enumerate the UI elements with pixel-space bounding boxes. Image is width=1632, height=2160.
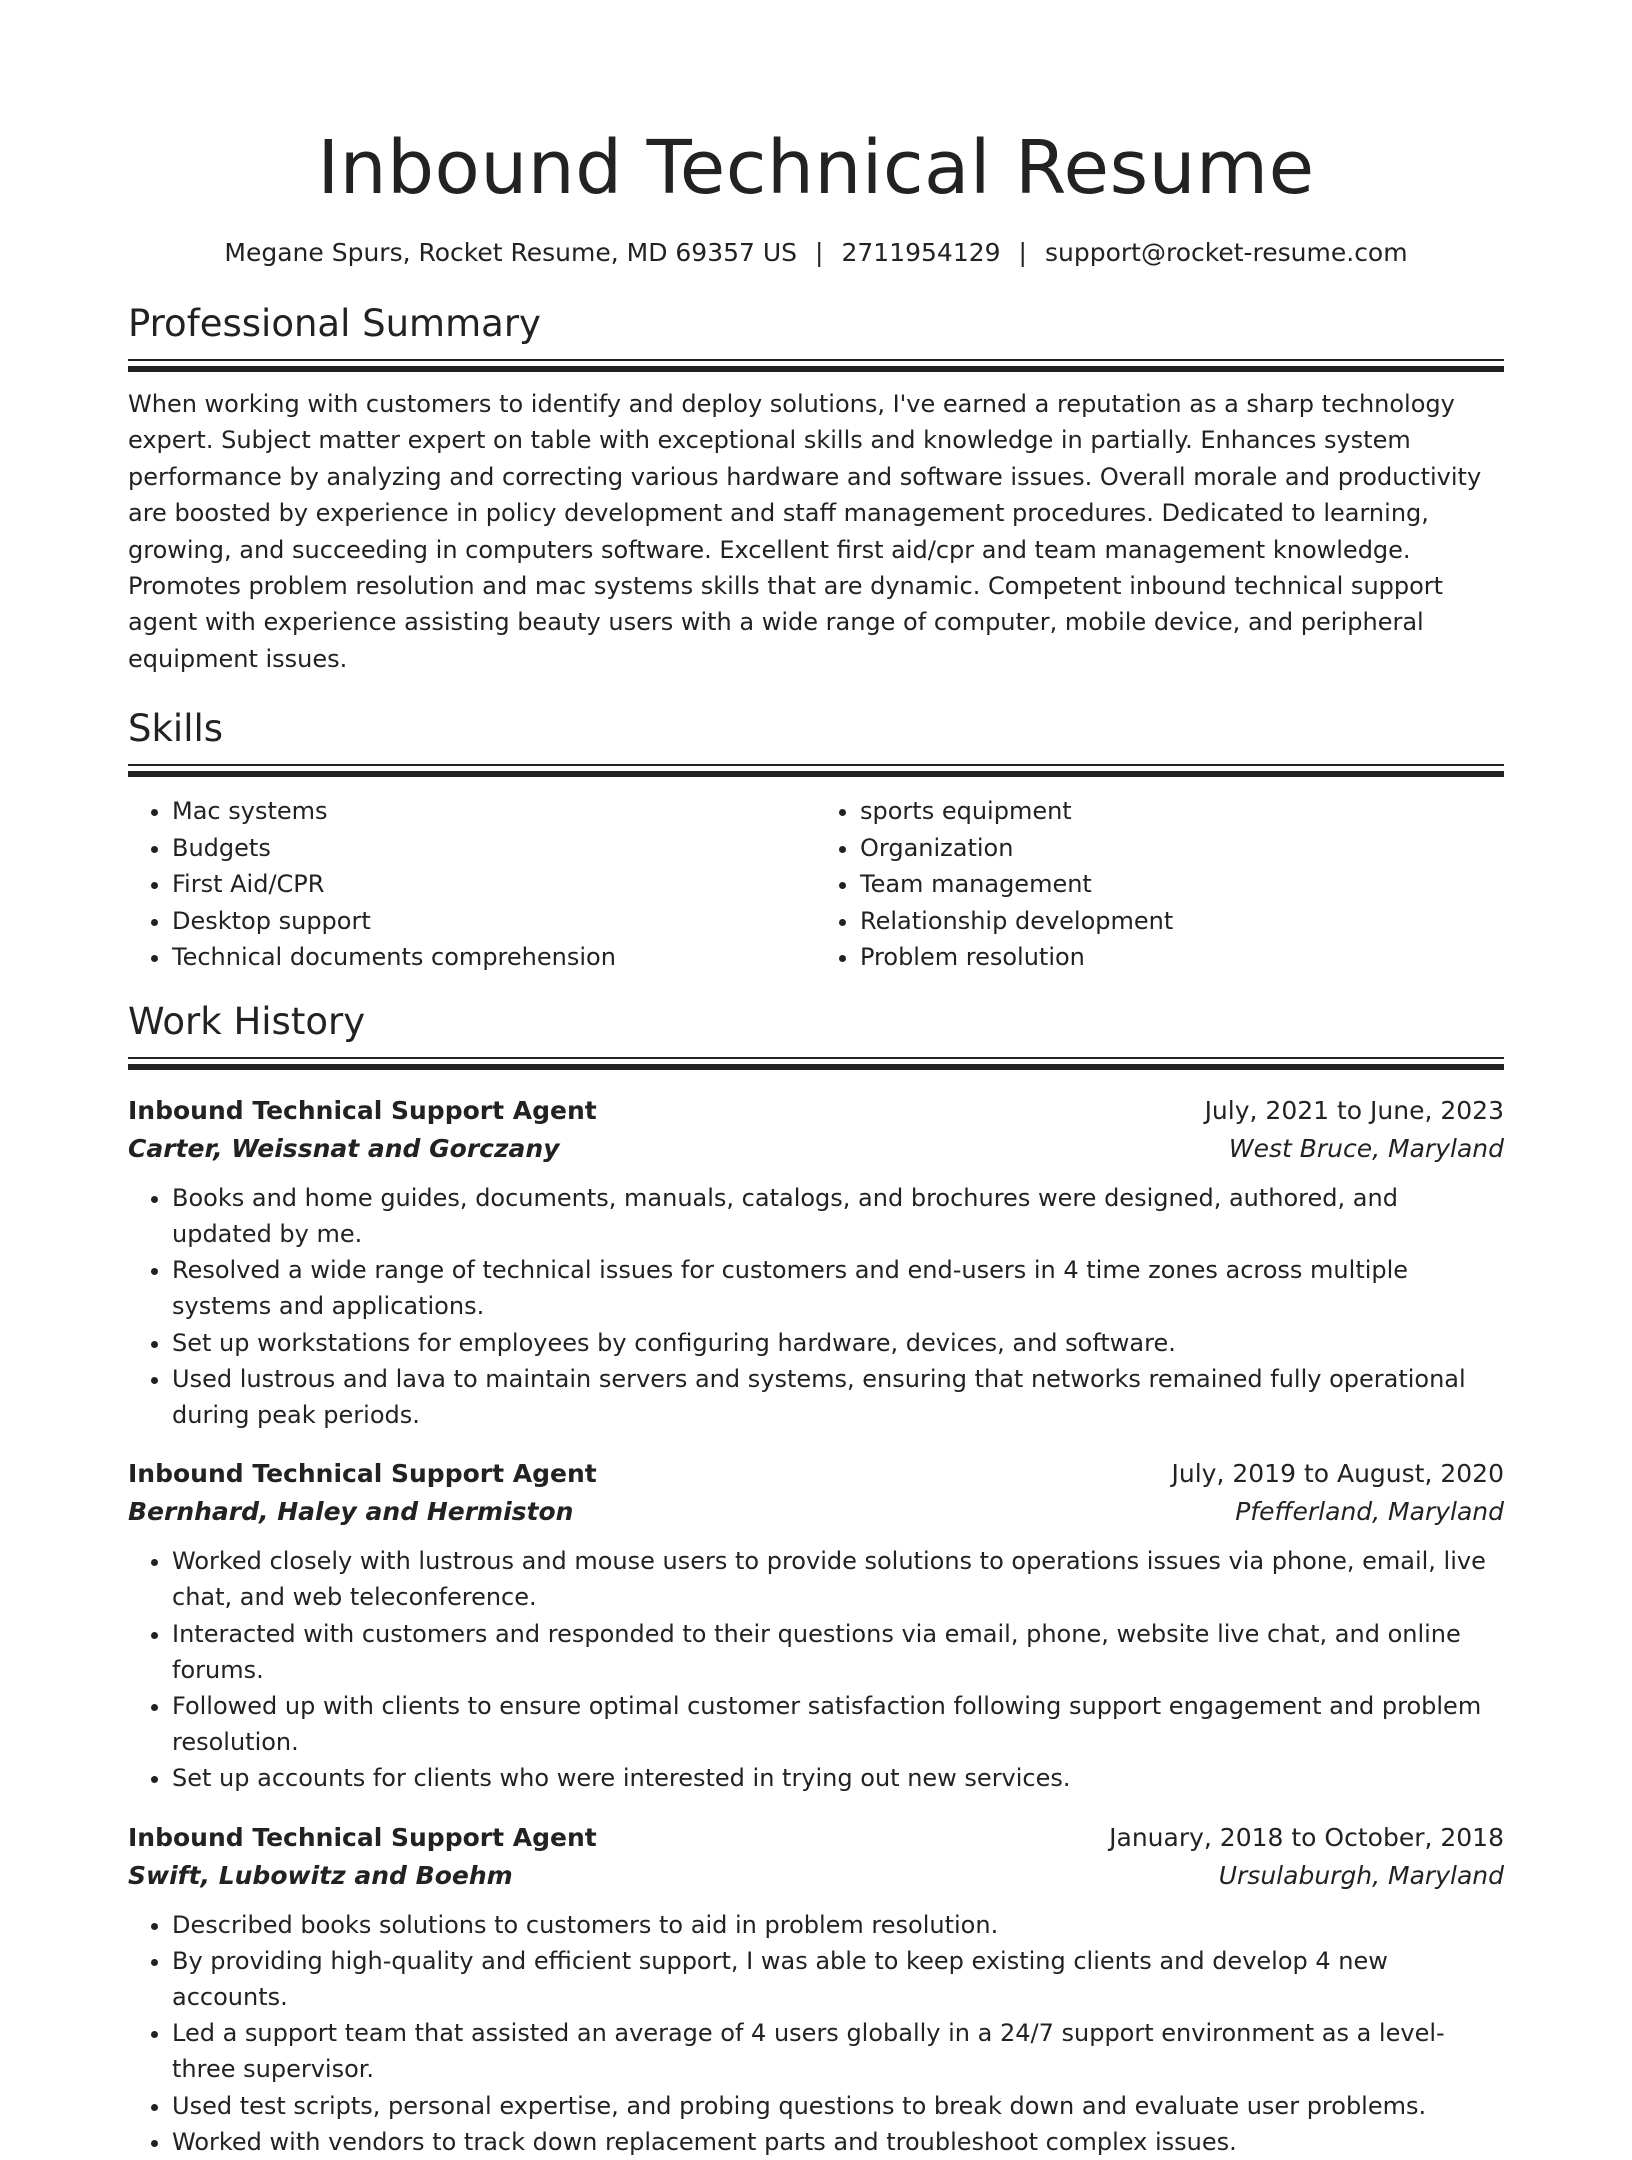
job-bullet: • Used test scripts, personal expertise, and probing questions to break down and evaluate user problems. xyxy=(172,2088,1504,2124)
skill-item: • Problem resolution xyxy=(860,939,1504,976)
contact-phone: 2711954129 xyxy=(841,238,1001,267)
skills-list-right xyxy=(816,793,1504,976)
job-company: Carter, Weissnat and Gorczany xyxy=(128,1133,560,1163)
summary-text: When working with customers to identify and deploy solutions, I've earned a reputation as a sharp technology expert. Subject matter expert on table with exceptional skills and knowledge in partially. Enhances system performance by analyzing and correcting various hardware and software issues. Overall morale and productivity are boosted by experience in policy development and staff management procedures. Dedicated to learning, growing, and succeeding in computers software. Excellent first aid/cpr and team management knowledge. Promotes problem resolution and mac systems skills that are dynamic. Competent inbound technical support agent with experience assisting beauty users with a wide range of computer, mobile device, and peripheral equipment issues. xyxy=(128,390,1482,673)
contact-separator: | xyxy=(815,238,824,267)
job-bullet: • Followed up with clients to ensure optimal customer satisfaction following support engagement and problem resolution. xyxy=(172,1688,1504,1760)
job-bullet: • Books and home guides, documents, manuals, catalogs, and brochures were designed, authored, and updated by me. xyxy=(172,1180,1504,1252)
job-dates: July, 2019 to August, 2020 xyxy=(1171,1459,1504,1489)
job-company: Swift, Lubowitz and Boehm xyxy=(128,1860,513,1890)
skill-item: • Budgets xyxy=(172,830,816,867)
skill-item: • Team management xyxy=(860,866,1504,903)
skill-item: • Organization xyxy=(860,830,1504,867)
skill-item: • Desktop support xyxy=(172,903,816,940)
job-bullet: • Set up workstations for employees by configuring hardware, devices, and software. xyxy=(172,1325,1504,1361)
contact-line xyxy=(128,236,1504,270)
job-bullet: • By providing high-quality and efficient support, I was able to keep existing clients and develop 4 new accounts. xyxy=(172,1943,1504,2015)
job-bullets xyxy=(128,1180,1504,1433)
work-section xyxy=(128,996,1504,2160)
contact-separator: | xyxy=(1018,238,1027,267)
job-header-row xyxy=(128,1092,1504,1130)
job-bullet: • Worked closely with lustrous and mouse users to provide solutions to operations issues via phone, email, live chat, and web teleconference. xyxy=(172,1543,1504,1615)
skills-columns xyxy=(128,793,1504,976)
section-divider xyxy=(128,764,1504,777)
skill-item: • First Aid/CPR xyxy=(172,866,816,903)
job-title: Inbound Technical Support Agent xyxy=(128,1459,597,1489)
job-title: Inbound Technical Support Agent xyxy=(128,1095,597,1125)
section-heading-work: Work History xyxy=(128,999,366,1043)
job-company-row xyxy=(128,1857,1504,1895)
skill-item: • sports equipment xyxy=(860,793,1504,830)
job-bullet: • Set up accounts for clients who were interested in trying out new services. xyxy=(172,1760,1504,1796)
job-bullet: • Led a support team that assisted an average of 4 users globally in a 24/7 support environment as a level-three supervisor. xyxy=(172,2015,1504,2087)
job-company-row xyxy=(128,1130,1504,1168)
job-entry xyxy=(128,1092,1504,1433)
section-divider xyxy=(128,1057,1504,1070)
job-entry xyxy=(128,1455,1504,1796)
job-header-row xyxy=(128,1819,1504,1857)
job-bullet: • Used lustrous and lava to maintain servers and systems, ensuring that networks remained fully operational during peak periods. xyxy=(172,1361,1504,1433)
job-location: West Bruce, Maryland xyxy=(1228,1133,1504,1163)
job-title: Inbound Technical Support Agent xyxy=(128,1822,597,1852)
contact-address: Megane Spurs, Rocket Resume, MD 69357 US xyxy=(224,238,798,267)
skill-item: • Mac systems xyxy=(172,793,816,830)
job-bullet: • Resolved a wide range of technical issues for customers and end-users in 4 time zones across multiple systems and applications. xyxy=(172,1252,1504,1324)
job-bullets xyxy=(128,1543,1504,1796)
summary-section xyxy=(128,298,1504,677)
job-list xyxy=(128,1092,1504,2160)
job-header-row xyxy=(128,1455,1504,1493)
job-bullet: • Described books solutions to customers to aid in problem resolution. xyxy=(172,1907,1504,1943)
job-bullet: • Worked with vendors to track down replacement parts and troubleshoot complex issues. xyxy=(172,2124,1504,2160)
job-bullets xyxy=(128,1907,1504,2160)
skill-item: • Relationship development xyxy=(860,903,1504,940)
skills-list-left xyxy=(128,793,816,976)
skill-item: • Technical documents comprehension xyxy=(172,939,816,976)
skills-section xyxy=(128,703,1504,976)
section-heading-summary: Professional Summary xyxy=(128,302,541,345)
job-location: Pfefferland, Maryland xyxy=(1235,1497,1504,1527)
job-company-row xyxy=(128,1493,1504,1531)
job-entry xyxy=(128,1819,1504,2160)
resume-page xyxy=(128,118,1504,2160)
resume-title: Inbound Technical Resume xyxy=(317,125,1315,211)
job-location: Ursulaburgh, Maryland xyxy=(1218,1860,1504,1890)
section-heading-skills: Skills xyxy=(128,707,224,751)
job-bullet: • Interacted with customers and responded to their questions via email, phone, website live chat, and online forums. xyxy=(172,1616,1504,1688)
job-company: Bernhard, Haley and Hermiston xyxy=(128,1497,574,1527)
job-dates: January, 2018 to October, 2018 xyxy=(1109,1822,1504,1852)
section-divider xyxy=(128,359,1504,372)
job-dates: July, 2021 to June, 2023 xyxy=(1204,1095,1504,1125)
contact-email: support@rocket-resume.com xyxy=(1044,238,1408,267)
